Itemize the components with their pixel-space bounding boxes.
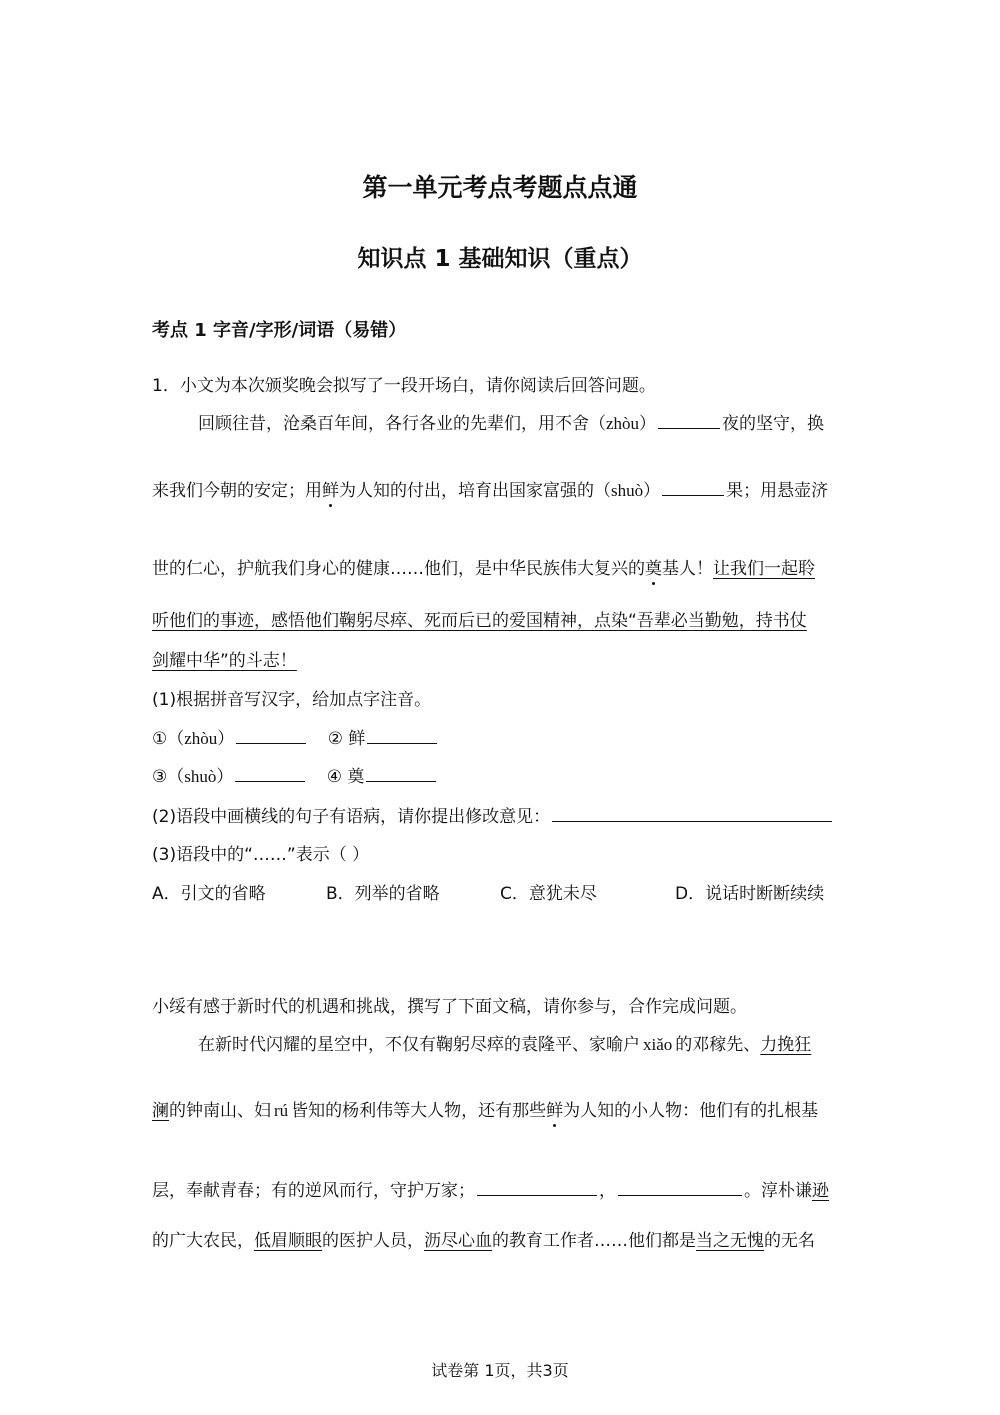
q2-passage-line-2: 澜的钟南山、妇 rú 皆知的杨利伟等大人物，还有那些鲜为人知的小人物：他们有的扎根基 — [152, 1101, 819, 1121]
answer-blank[interactable] — [367, 728, 437, 744]
dotted-char: 鲜 — [546, 1101, 564, 1121]
pinyin-xiao: xiǎo — [643, 1035, 673, 1054]
answer-blank[interactable] — [618, 1180, 742, 1196]
underlined-word: 当之无愧 — [696, 1231, 764, 1251]
answer-blank[interactable] — [477, 1180, 597, 1196]
knowledge-heading: 知识点 1 基础知识（重点） — [357, 246, 643, 272]
answer-blank[interactable] — [236, 728, 306, 744]
q2-passage-line-4: 的广大农民，低眉顺眼的医护人员，沥尽心血的教育工作者……他们都是当之无愧的无名 — [152, 1231, 815, 1251]
q2-intro: 小绥有感于新时代的机遇和挑战，撰写了下面文稿，请你参与，合作完成问题。 — [152, 997, 747, 1017]
pinyin-shuo: （shuò） — [594, 481, 661, 500]
section-heading: 考点 1 字音/字形/词语（易错） — [152, 320, 407, 341]
option-a[interactable]: A．引文的省略 — [152, 884, 266, 904]
option-d[interactable]: D．说话时断断续续 — [675, 884, 825, 904]
answer-blank[interactable] — [552, 806, 832, 822]
answer-row-1: ①（zhòu） ② 鲜 — [152, 724, 439, 749]
dotted-char: 奠 — [645, 559, 662, 579]
answer-blank[interactable] — [658, 413, 720, 429]
answer-blank[interactable] — [235, 766, 305, 782]
underlined-word: 力挽狂 — [760, 1035, 812, 1055]
pinyin-ru: rú — [274, 1101, 289, 1120]
underlined-word: 沥尽心血 — [424, 1231, 492, 1251]
q1-passage-line-1: 回顾往昔，沧桑百年间，各行各业的先辈们，用不舍（zhòu） 夜的坚守，换 — [198, 414, 825, 434]
sub-question-3: (3)语段中的“……”表示（ ） — [152, 845, 370, 865]
underlined-word: 澜 — [152, 1101, 169, 1121]
option-c[interactable]: C．意犹未尽 — [500, 884, 597, 904]
page-footer: 试卷第 1页，共3页 — [431, 1361, 569, 1380]
option-b[interactable]: B．列举的省略 — [326, 884, 440, 904]
underlined-sentence: 听他们的事迹，感悟他们鞠躬尽瘁、死而后已的爱国精神，点染“吾辈必当勤勉，持书仗 — [152, 611, 807, 631]
sub-question-1: (1)根据拼音写汉字，给加点字注音。 — [152, 690, 432, 710]
q1-passage-line-3: 世的仁心，护航我们身心的健康……他们，是中华民族伟大复兴的奠基人！让我们一起聆 — [152, 559, 815, 579]
q1-intro: 1．小文为本次颁奖晚会拟写了一段开场白，请你阅读后回答问题。 — [152, 376, 656, 396]
underlined-word: 低眉顺眼 — [254, 1231, 322, 1251]
answer-blank[interactable] — [366, 766, 436, 782]
page-title: 第一单元考点考题点点通 — [362, 173, 638, 202]
answer-blank[interactable] — [662, 480, 724, 496]
answer-row-2: ③（shuò） ④ 奠 — [152, 762, 438, 787]
sub-question-2: (2)语段中画横线的句子有语病，请你提出修改意见： — [152, 802, 834, 827]
q2-passage-line-3: 层，奉献青春；有的逆风而行，守护万家； ， 。淳朴谦逊 — [152, 1181, 829, 1201]
q1-passage-line-2: 来我们今朝的安定；用鲜为人知的付出，培育出国家富强的（shuò） 果；用悬壶济 — [152, 481, 829, 501]
pinyin-zhou: （zhòu） — [589, 414, 657, 433]
dotted-char: 鲜 — [322, 481, 339, 501]
q2-passage-line-1: 在新时代闪耀的星空中，不仅有鞠躬尽瘁的袁隆平、家喻户 xiǎo 的邓稼先、力挽狂 — [198, 1035, 812, 1055]
underlined-word: 逊 — [812, 1181, 829, 1201]
underlined-sentence: 让我们一起聆 — [713, 559, 815, 579]
underlined-sentence: 剑耀中华”的斗志！ — [152, 651, 297, 671]
